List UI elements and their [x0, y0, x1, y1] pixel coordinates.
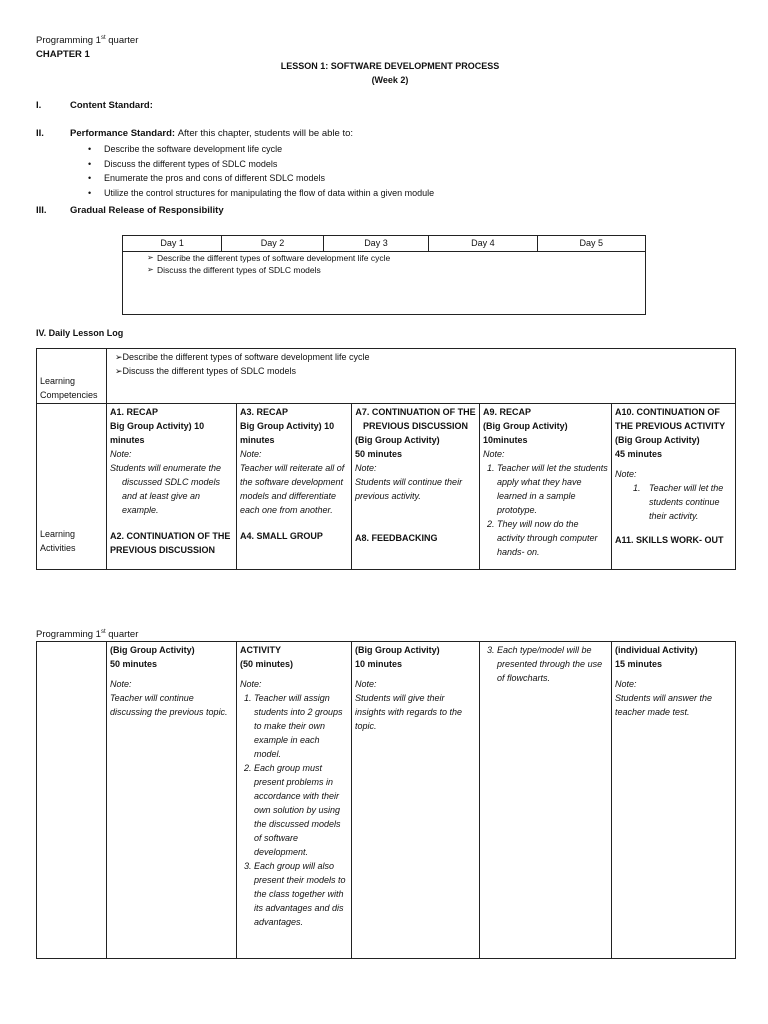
objective-item: ➢ Describe the different types of software development life cycle: [123, 252, 645, 264]
objective-item: ➢ Discuss the different types of SDLC models: [123, 264, 645, 276]
day-header: Day 2: [222, 236, 323, 252]
quarter-label: quarter: [108, 35, 139, 47]
competencies-label: Learning Competencies: [37, 349, 107, 404]
page2-header: [36, 629, 138, 640]
section-number: III.: [36, 205, 47, 216]
page-header: [36, 35, 138, 46]
chapter-label: CHAPTER 1: [36, 49, 90, 60]
activity-col-2: A3. RECAP Big Group Activity) 10 minutes Note: Teacher will reiterate all of the software development models and differentiate each one from another. A4. SMALL GROUP: [237, 404, 352, 570]
performance-bullets: [88, 142, 434, 200]
day-header: Day 5: [537, 236, 645, 252]
superscript: st: [100, 629, 106, 635]
quarter-label: quarter: [108, 629, 139, 641]
activity-col-3: A7. CONTINUATION OF THE PREVIOUS DISCUSSION (Big Group Activity) 50 minutes Note: Students will continue their previous activity. A8. FEEDBACKING: [352, 404, 480, 570]
performance-standard: [36, 128, 353, 139]
day-header: Day 3: [323, 236, 428, 252]
section-label: Content Standard:: [70, 100, 153, 111]
competency-item: ➢Describe the different types of software development life cycle: [115, 352, 370, 362]
section-label: Performance Standard:: [70, 128, 176, 139]
activity-col-4: [480, 642, 612, 959]
subject-label: Programming 1: [36, 629, 101, 641]
content-standard: [36, 100, 153, 111]
activity-col-5: A10. CONTINUATION OF THE PREVIOUS ACTIVITY (Big Group Activity) 45 minutes Note: 1. Teacher will let the students continue their activity. A11. SKILLS WORK- OUT: [612, 404, 736, 570]
activity-col-2: ACTIVITY (50 minutes) Note: 1. Teacher will assign students into 2 groups to make their own example in each model. 2. Each group must present problems in accordance with their own solution by using the discussed models of software development. 3. Each group will also present their models to the class together with its advantages and dis advantages.: [237, 642, 352, 959]
competencies-cell: [107, 349, 736, 404]
competency-item: ➢Discuss the different types of SDLC models: [115, 366, 296, 376]
activities-label: Learning Activities: [37, 404, 107, 570]
superscript: st: [100, 35, 106, 41]
activity-col-3: (Big Group Activity) 10 minutes Note: Students will give their insights with regards to the topic.: [352, 642, 480, 959]
activity-step: 1. Teacher will assign students into 2 groups to make their own example in each model.: [244, 693, 343, 759]
activity-step: 3. Each group will also present their models to the class together with its advantages and dis advantages.: [244, 861, 346, 927]
daily-log-table-continued: [36, 641, 736, 959]
lesson-title: LESSON 1: SOFTWARE DEVELOPMENT PROCESS: [280, 61, 500, 71]
section-number: II.: [36, 128, 44, 139]
day-header: Day 4: [429, 236, 537, 252]
lesson-week: (Week 2): [371, 75, 409, 85]
section-intro: After this chapter, students will be able to:: [177, 128, 354, 139]
bullet-item: • Utilize the control structures for manipulating the flow of data within a given module: [88, 186, 434, 201]
activity-step: 3. Each type/model will be presented through the use of flowcharts.: [487, 645, 603, 683]
bullet-item: • Discuss the different types of SDLC models: [88, 157, 434, 172]
gradual-release: [36, 205, 224, 216]
activity-step: 1. Teacher will let the students apply what they have learned in a sample prototype.: [487, 463, 608, 515]
day-header: Day 1: [123, 236, 222, 252]
activity-step: 2. They will now do the activity through computer hands- on.: [487, 519, 598, 557]
days-objectives: [123, 252, 646, 315]
days-table: [122, 235, 646, 315]
activity-col-1: A1. RECAP Big Group Activity) 10 minutes Note: Students will enumerate the discussed SDLC models and at least give an example. A2. CONTINUATION OF THE PREVIOUS DISCUSSION: [107, 404, 237, 570]
label-col: [37, 642, 107, 959]
activity-col-5: (individual Activity) 15 minutes Note: Students will answer the teacher made test.: [612, 642, 736, 959]
section-number: I.: [36, 100, 42, 111]
activity-step: 1. Teacher will let the students continue their activity.: [633, 483, 724, 521]
daily-log-title: IV. Daily Lesson Log: [36, 328, 124, 338]
bullet-item: • Describe the software development life cycle: [88, 142, 434, 157]
bullet-item: • Enumerate the pros and cons of different SDLC models: [88, 171, 434, 186]
activity-step: 2. Each group must present problems in accordance with their own solution by using the discussed models of software development.: [244, 763, 341, 857]
activity-col-1: (Big Group Activity) 50 minutes Note: Teacher will continue discussing the previous topic.: [107, 642, 237, 959]
subject-label: Programming 1: [36, 35, 101, 47]
activity-col-4: A9. RECAP (Big Group Activity) 10minutes Note: 1. Teacher will let the students apply what they have learned in a sample prototype. 2. They will now do the activity through computer hands- on.: [480, 404, 612, 570]
daily-log-table: [36, 348, 736, 570]
section-label: Gradual Release of Responsibility: [70, 205, 224, 216]
